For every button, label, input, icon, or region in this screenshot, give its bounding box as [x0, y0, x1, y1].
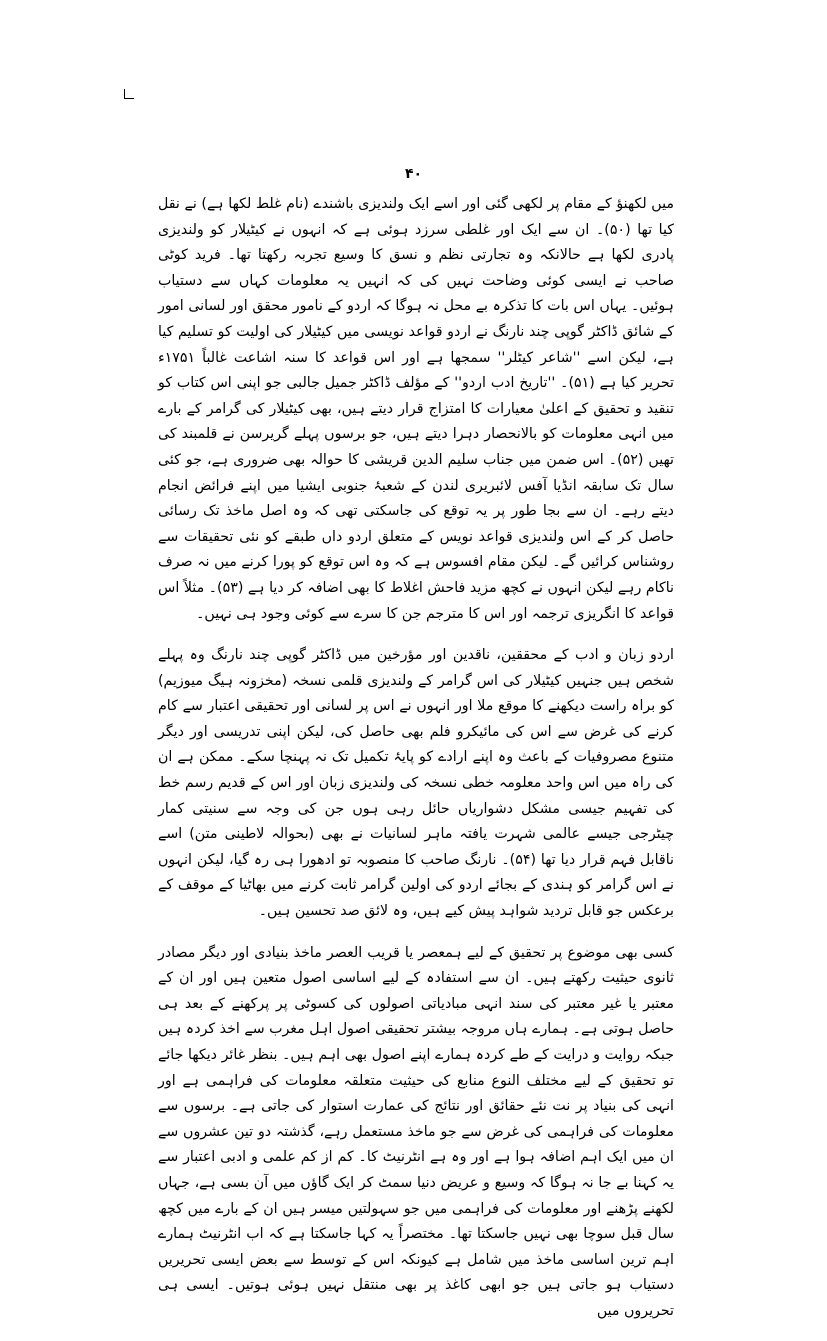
corner-crop-mark: [124, 89, 134, 99]
paragraph-3: کسی بھی موضوع پر تحقیق کے لیے ہمعصر یا قریب العصر ماخذ بنیادی اور دیگر مصادر ثانوی حیثیت رکھتے ہیں۔ ان سے استفادہ کے لیے اساسی اصول متعین ہیں اور ان کے معتبر یا غیر معتبر کی سند انہی مبادیاتی اصولوں کی کسوٹی پر پرکھنے کے بعد ہی حاصل ہوتی ہے۔ ہمارے ہاں مروجہ بیشتر تحقیقی اصول اہل مغرب سے اخذ کردہ ہیں جبکہ روایت و درایت کے طے کردہ ہمارے اپنے اصول بھی اہم ہیں۔ بنظر غائر دیکھا جائے تو تحقیق کے لیے مختلف النوع منابع کی حیثیت متعلقہ معلومات کی فراہمی ہے اور انہی کی بنیاد پر نت نئے حقائق اور نتائج کی عمارت استوار کی جاتی ہے۔ برسوں سے معلومات کی فراہمی کی غرض سے جو ماخذ مستعمل رہے، گذشتہ دو تین عشروں سے ان میں ایک اہم اضافہ ہوا ہے اور وہ ہے انٹرنیٹ کا۔ کم از کم علمی و ادبی اعتبار سے یہ کہنا بے جا نہ ہوگا کہ وسیع و عریض دنیا سمٹ کر ایک گاؤں میں آن بسی ہے، جہاں لکھنے پڑھنے اور معلومات کی فراہمی میں جو سہولتیں میسر ہیں ان کے بارے میں کچھ سال قبل سوچا بھی نہیں جاسکتا تھا۔ مختصراً یہ کہا جاسکتا ہے کہ اب انٹرنیٹ ہمارے اہم ترین اساسی ماخذ میں شامل ہے کیونکہ اس کے توسط سے بعض ایسی تحریریں دستیاب ہو جاتی ہیں جو ابھی کاغذ پر بھی منتقل نہیں ہوئی ہوتیں۔ ایسی ہی تحریروں میں: [158, 944, 674, 1319]
paragraph-1: میں لکھنؤ کے مقام پر لکھی گئی اور اسے ایک ولندیزی باشندے (نام غلط لکھا ہے) نے نقل کیا تھا (۵۰)۔ ان سے ایک اور غلطی سرزد ہوئی ہے کہ انہوں نے کیٹیلار کو ولندیزی پادری لکھا ہے حالانکہ وہ تجارتی نظم و نسق کا وسیع تجربہ رکھتا تھا۔ فرید کوٹی صاحب نے ایسی کوئی وضاحت نہیں کی کہ انہیں یہ معلومات کہاں سے دستیاب ہوئیں۔ یہاں اس بات کا تذکرہ بے محل نہ ہوگا کہ اردو کے نامور محقق اور لسانی امور کے شائق ڈاکٹر گوپی چند نارنگ نے اردو قواعد نویسی میں کیٹیلار کی اولیت کو تسلیم کیا ہے، لیکن اسے ''شاعر کیٹلر'' سمجھا ہے اور اس قواعد کا سنہ اشاعت غالباً ۱۷۵۱ء تحریر کیا ہے (۵۱)۔ ''تاریخ ادب اردو'' کے مؤلف ڈاکٹر جمیل جالبی جو اپنی اس کتاب کو تنقید و تحقیق کے اعلیٰ معیارات کا امتزاج قرار دیتے ہیں، بھی کیٹیلار کی گرامر کے بارے میں انہی معلومات کو بالانحصار دہرا دیتے ہیں، جو برسوں پہلے گریرسن نے قلمبند کی تھیں (۵۲)۔ اس ضمن میں جناب سلیم الدین قریشی کا حوالہ بھی ضروری ہے، جو کئی سال تک سابقہ انڈیا آفس لائبریری لندن کے شعبۂ جنوبی ایشیا میں اپنے فرائض انجام دیتے رہے۔ ان سے بجا طور پر یہ توقع کی جاسکتی تھی کہ وہ اصل ماخذ تک رسائی حاصل کر کے اس ولندیزی قواعد نویس کے متعلق اردو داں طبقے کو نئی تحقیقات سے روشناس کرائیں گے۔ لیکن مقام افسوس ہے کہ وہ اس توقع کو پورا کرنے میں نہ صرف ناکام رہے لیکن انہوں نے کچھ مزید فاحش اغلاط کا بھی اضافہ کر دیا ہے (۵۳)۔ مثلاً اس قواعد کا انگریزی ترجمہ اور اس کا مترجم جن کا سرے سے کوئی وجود ہی نہیں۔: [158, 196, 675, 622]
paragraph-2: اردو زبان و ادب کے محققین، ناقدین اور مؤرخین میں ڈاکٹر گوپی چند نارنگ وہ پہلے شخص ہیں جنہیں کیٹیلار کی اس گرامر کے ولندیزی قلمی نسخہ (مخزونہ ہیگ میوزیم) کو براہ راست دیکھنے کا موقع ملا اور انہوں نے اس پر لسانی اور تحقیقی اعتبار سے کام کرنے کی غرض سے اس کی مائیکرو فلم بھی حاصل کی، لیکن اپنی تدریسی اور دیگر متنوع مصروفیات کے باعث وہ اپنے ارادے کو پایۂ تکمیل تک نہ پہنچا سکے۔ ممکن ہے ان کی راہ میں اس واحد معلومہ خطی نسخہ کی ولندیزی زبان اور اس کے قدیم رسم خط کی تفہیم جیسی مشکل دشواریاں حائل رہی ہوں جن کی وجہ سے سنیتی کمار چیٹرجی جیسے عالمی شہرت یافتہ ماہر لسانیات نے بھی (بحوالہ لاطینی متن) اسے ناقابل فہم قرار دیا تھا (۵۴)۔ نارنگ صاحب کا منصوبہ تو ادھورا ہی رہ گیا، لیکن انہوں نے اس گرامر کو ہندی کے بجائے اردو کی اولین گرامر ثابت کرنے میں بھاٹیا کے موقف کے برعکس جو قابل تردید شواہد پیش کیے ہیں، وہ لائق صد تحسین ہیں۔: [158, 647, 674, 920]
body-text: [158, 192, 674, 1341]
page-number: ۴۰: [404, 166, 423, 182]
